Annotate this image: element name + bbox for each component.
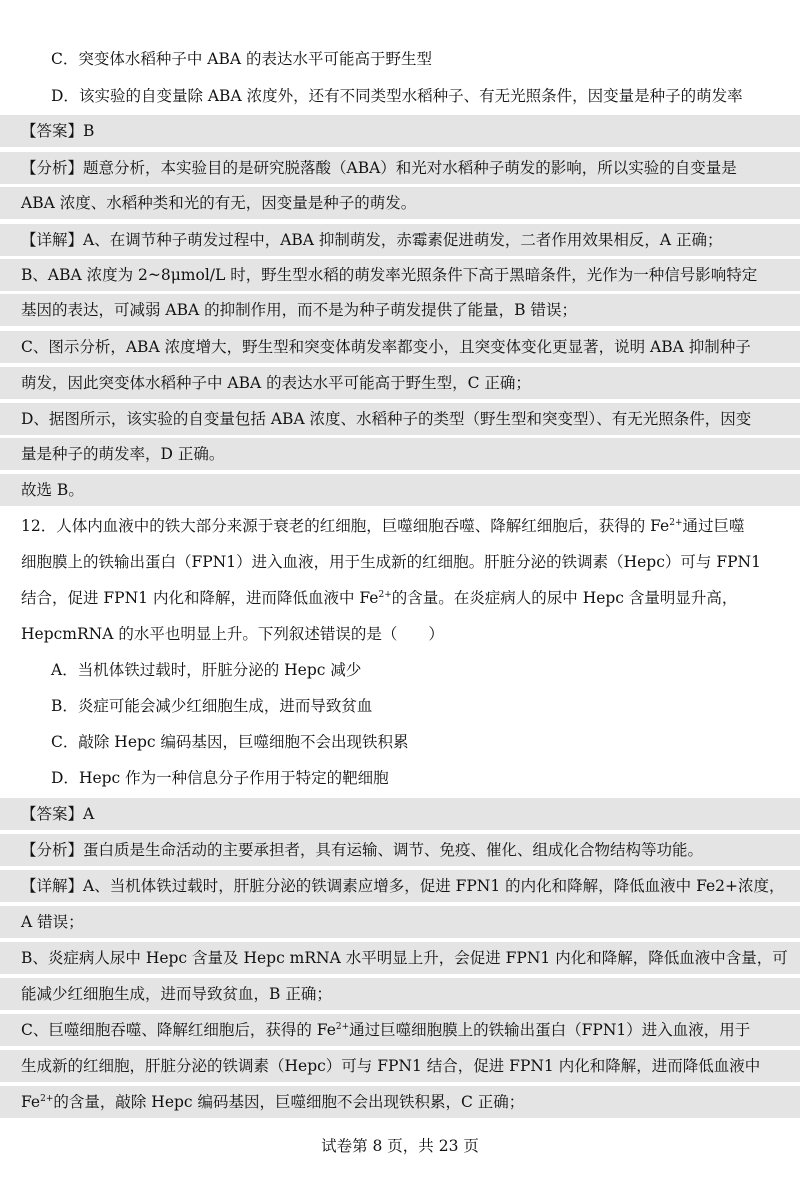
answer-line <box>0 798 800 830</box>
stem-text: 通过巨噬 <box>682 517 745 535</box>
stem-text: 的含量。在炎症病人的尿中 Hepc 含量明显升高， <box>391 589 738 607</box>
detail-line <box>0 870 800 902</box>
option-c[interactable] <box>0 726 800 758</box>
question-stem-line <box>0 582 800 614</box>
detail-text: 基因的表达，可减弱 ABA 的抑制作用，而不是为种子萌发提供了能量，B 错误； <box>21 301 577 319</box>
detail-text: 能减少红细胞生成，进而导致贫血，B 正确； <box>21 985 332 1003</box>
option-label: C． <box>51 50 79 68</box>
stem-text: 细胞膜上的铁输出蛋白（FPN1）进入血液，用于生成新的红细胞。肝脏分泌的铁调素（Hepc）可与 FPN1 <box>21 553 761 571</box>
detail-line <box>0 367 800 399</box>
detail-line <box>0 942 800 974</box>
superscript: 2+ <box>669 518 683 528</box>
answer-line <box>0 115 800 147</box>
option-text: 突变体水稻种子中 ABA 的表达水平可能高于野生型 <box>78 50 433 68</box>
superscript: 2+ <box>378 590 392 600</box>
option-line <box>0 80 800 112</box>
option-label: D． <box>51 769 79 787</box>
detail-line <box>0 1050 800 1082</box>
option-label: B． <box>51 697 78 715</box>
option-b[interactable] <box>0 690 800 722</box>
detail-line <box>0 294 800 326</box>
detail-text: 【详解】A、当机体铁过载时，肝脏分泌的铁调素应增多，促进 FPN1 的内化和降解，降低血液中 Fe2+浓度， <box>21 877 785 895</box>
detail-line <box>0 906 800 938</box>
option-line <box>0 43 800 75</box>
question-stem-line <box>0 618 800 650</box>
detail-text: C、巨噬细胞吞噬、降解红细胞后，获得的 Fe <box>21 1021 336 1039</box>
option-text: 该实验的自变量除 ABA 浓度外，还有不同类型水稻种子、有无光照条件，因变量是种子的萌发率 <box>78 87 743 105</box>
answer-text: 【答案】B <box>21 122 95 140</box>
option-text: Hepc 作为一种信息分子作用于特定的靶细胞 <box>78 769 389 787</box>
stem-text: 结合，促进 FPN1 内化和降解，进而降低血液中 Fe <box>21 589 379 607</box>
answer-text: 【答案】A <box>21 805 95 823</box>
analysis-text: 【分析】题意分析，本实验目的是研究脱落酸（ABA）和光对水稻种子萌发的影响，所以实验的自变量是 <box>21 159 737 177</box>
superscript: 2+ <box>40 1094 54 1104</box>
analysis-line <box>0 152 800 184</box>
page-footer: 试卷第 8 页，共 23 页 <box>321 1137 479 1155</box>
option-text: 当机体铁过载时，肝脏分泌的 Hepc 减少 <box>77 661 362 679</box>
detail-line <box>0 259 800 291</box>
stem-text: 12．人体内血液中的铁大部分来源于衰老的红细胞，巨噬细胞吞噬、降解红细胞后，获得的 Fe <box>21 517 670 535</box>
option-text: 炎症可能会减少红细胞生成，进而导致贫血 <box>77 697 373 715</box>
option-d[interactable] <box>0 762 800 794</box>
detail-text: 量是种子的萌发率，D 正确。 <box>21 445 225 463</box>
detail-text: C、图示分析，ABA 浓度增大，野生型和突变体萌发率都变小，且突变体变化更显著，说明 ABA 抑制种子 <box>21 338 751 356</box>
analysis-text: ABA 浓度、水稻种类和光的有无，因变量是种子的萌发。 <box>21 194 417 212</box>
detail-text: A 错误； <box>21 913 84 931</box>
detail-text: 故选 B。 <box>21 481 84 499</box>
detail-text: 【详解】A、在调节种子萌发过程中，ABA 抑制萌发，赤霉素促进萌发，二者作用效果相反，A 正确； <box>21 231 723 249</box>
detail-line <box>0 978 800 1010</box>
option-text: 敲除 Hepc 编码基因，巨噬细胞不会出现铁积累 <box>78 733 409 751</box>
option-label: C． <box>51 733 79 751</box>
analysis-line <box>0 187 800 219</box>
question-stem-line <box>0 510 800 542</box>
detail-text: B、炎症病人尿中 Hepc 含量及 Hepc mRNA 水平明显上升，会促进 FPN1 内化和降解，降低血液中含量，可 <box>21 949 788 967</box>
analysis-text: 【分析】蛋白质是生命活动的主要承担者，具有运输、调节、免疫、催化、组成化合物结构等功能。 <box>21 841 704 859</box>
detail-text: 通过巨噬细胞膜上的铁输出蛋白（FPN1）进入血液，用于 <box>349 1021 751 1039</box>
question-stem-line <box>0 546 800 578</box>
detail-text: 生成新的红细胞，肝脏分泌的铁调素（Hepc）可与 FPN1 结合，促进 FPN1 内化和降解，进而降低血液中 <box>21 1057 761 1075</box>
detail-line <box>0 224 800 256</box>
detail-text: 萌发，因此突变体水稻种子中 ABA 的表达水平可能高于野生型，C 正确； <box>21 374 531 392</box>
detail-line <box>0 474 800 506</box>
option-label: D． <box>51 87 79 105</box>
detail-line <box>0 438 800 470</box>
detail-line <box>0 1086 800 1118</box>
detail-line <box>0 403 800 435</box>
superscript: 2+ <box>335 1022 350 1032</box>
option-label: A． <box>51 661 78 679</box>
detail-line <box>0 331 800 363</box>
analysis-line <box>0 834 800 866</box>
detail-text: D、据图所示，该实验的自变量包括 ABA 浓度、水稻种子的类型（野生型和突变型）、有无光照条件，因变 <box>21 410 752 428</box>
stem-text: HepcmRNA 的水平也明显上升。下列叙述错误的是（ ） <box>21 625 444 643</box>
option-a[interactable] <box>0 654 800 686</box>
detail-text: 的含量，敲除 Hepc 编码基因，巨噬细胞不会出现铁积累，C 正确； <box>53 1093 525 1111</box>
detail-text: B、ABA 浓度为 2~8μmol/L 时，野生型水稻的萌发率光照条件下高于黑暗条件，光作为一种信号影响特定 <box>21 266 758 284</box>
detail-line <box>0 1014 800 1046</box>
detail-text: Fe <box>21 1093 41 1111</box>
